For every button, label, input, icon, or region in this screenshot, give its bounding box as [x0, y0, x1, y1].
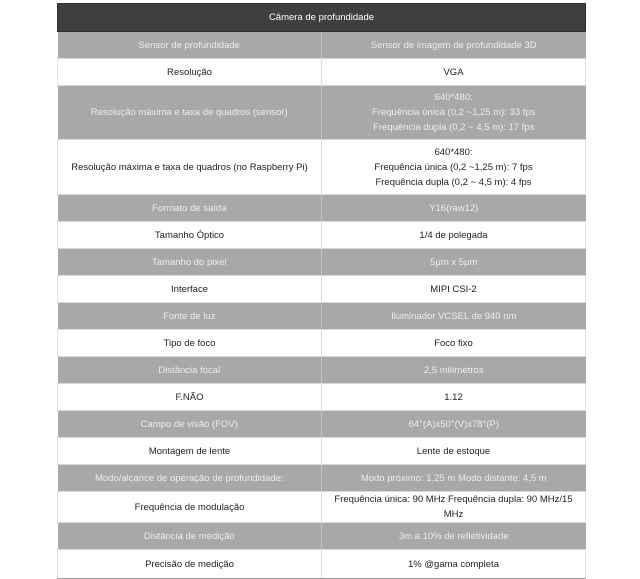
spec-value-cell	[322, 276, 586, 303]
spec-value-line: Y16(raw12)	[429, 202, 479, 214]
spec-label-cell: Tamanho Óptico	[58, 222, 322, 249]
spec-label-cell: Montagem de lente	[58, 438, 322, 465]
spec-value-line: Frequência dupla (0,2 ~ 4,5 m): 4 fps	[375, 176, 532, 188]
spec-value-line: Lente de estoque	[416, 445, 491, 457]
spec-label-cell: Modo/alcance de operação de profundidade:	[58, 465, 322, 492]
spec-value-line: Frequência dupla (0,2 ~ 4,5 m): 17 fps	[373, 122, 535, 133]
spec-value-cell	[322, 32, 586, 59]
table-body	[58, 32, 586, 579]
table-row	[58, 32, 586, 59]
table-row	[58, 492, 586, 523]
spec-label-cell: Interface	[58, 276, 322, 303]
table-row	[58, 465, 586, 492]
spec-value-line: Iluminador VCSEL de 940 nm	[391, 310, 517, 322]
spec-value-line: 640*480:	[434, 92, 473, 103]
spec-value-line: 1/4 de polegada	[419, 229, 488, 241]
spec-value-cell	[322, 330, 586, 357]
depth-camera-spec-table	[57, 3, 586, 579]
spec-value-cell	[322, 523, 586, 550]
table-row	[58, 357, 586, 384]
spec-value-cell	[322, 465, 586, 492]
table-header-row	[58, 4, 586, 32]
spec-value-cell	[322, 384, 586, 411]
spec-value-line: 2,5 milímetros	[423, 364, 484, 376]
spec-value-line: MIPI CSI-2	[430, 283, 477, 295]
table-row	[58, 195, 586, 222]
table-row	[58, 140, 586, 195]
table-title: Câmera de profundidade	[58, 4, 586, 32]
table-row	[58, 86, 586, 140]
table-row	[58, 384, 586, 411]
spec-label-cell: Precisão de medição	[58, 550, 322, 579]
spec-label-cell: Resolução	[58, 59, 322, 86]
spec-label-cell: Distância focal	[58, 357, 322, 384]
table-row	[58, 59, 586, 86]
spec-value-cell	[322, 550, 586, 579]
spec-value-line: Frequência única (0,2 ~1,25 m): 33 fps	[372, 107, 536, 118]
spec-value-cell	[322, 59, 586, 86]
spec-value-line: 1% @gama completa	[408, 558, 499, 570]
spec-value-cell	[322, 222, 586, 249]
spec-label-cell: Tipo de foco	[58, 330, 322, 357]
spec-value-cell	[322, 140, 586, 195]
table-row	[58, 438, 586, 465]
spec-label-cell: Sensor de profundidade	[58, 32, 322, 59]
spec-label-cell: Campo de visão (FOV)	[58, 411, 322, 438]
spec-label-cell: Resolução máxima e taxa de quadros (no Raspberry Pi)	[58, 140, 322, 195]
table-row	[58, 523, 586, 550]
spec-label-cell: Tamanho do pixel	[58, 249, 322, 276]
spec-value-cell	[322, 303, 586, 330]
table-row	[58, 249, 586, 276]
spec-label-cell: F.NÃO	[58, 384, 322, 411]
spec-value-line: 64°(A)x50°(V)x78°(P)	[408, 418, 500, 430]
table-row	[58, 303, 586, 330]
spec-value-line: Foco fixo	[434, 337, 473, 349]
spec-value-line: Frequência única (0,2 ~1,25 m): 7 fps	[374, 161, 533, 173]
spec-value-line: 5μm x 5μm	[430, 256, 478, 268]
spec-value-cell	[322, 438, 586, 465]
spec-label-cell: Resolução máxima e taxa de quadros (sensor)	[58, 86, 322, 140]
table-row	[58, 550, 586, 579]
spec-label-cell: Distância de medição	[58, 523, 322, 550]
spec-value-line: VGA	[443, 66, 464, 78]
spec-value-cell	[322, 411, 586, 438]
spec-label-cell: Formato de saída	[58, 195, 322, 222]
table-row	[58, 276, 586, 303]
spec-value-cell	[322, 492, 586, 523]
table-row	[58, 222, 586, 249]
spec-value-cell	[322, 86, 586, 140]
spec-value-line: Modo próximo: 1,25 m Modo distante: 4,5 m	[360, 472, 547, 484]
table-row	[58, 330, 586, 357]
spec-label-cell: Frequência de modulação	[58, 492, 322, 523]
spec-value-line: 1.12	[444, 391, 463, 403]
spec-value-cell	[322, 249, 586, 276]
spec-value-line: 640*480:	[434, 146, 473, 158]
spec-label-cell: Fonte de luz	[58, 303, 322, 330]
spec-value-line: Sensor de imagem de profundidade 3D	[370, 39, 537, 51]
table-row	[58, 411, 586, 438]
spec-value-cell	[322, 357, 586, 384]
spec-value-line: 3m a 10% de refletividade	[398, 530, 509, 542]
spec-value-cell	[322, 195, 586, 222]
spec-value-line: Frequência única: 90 MHz Frequência dupla: 90 MHz/15 MHz	[334, 494, 573, 520]
